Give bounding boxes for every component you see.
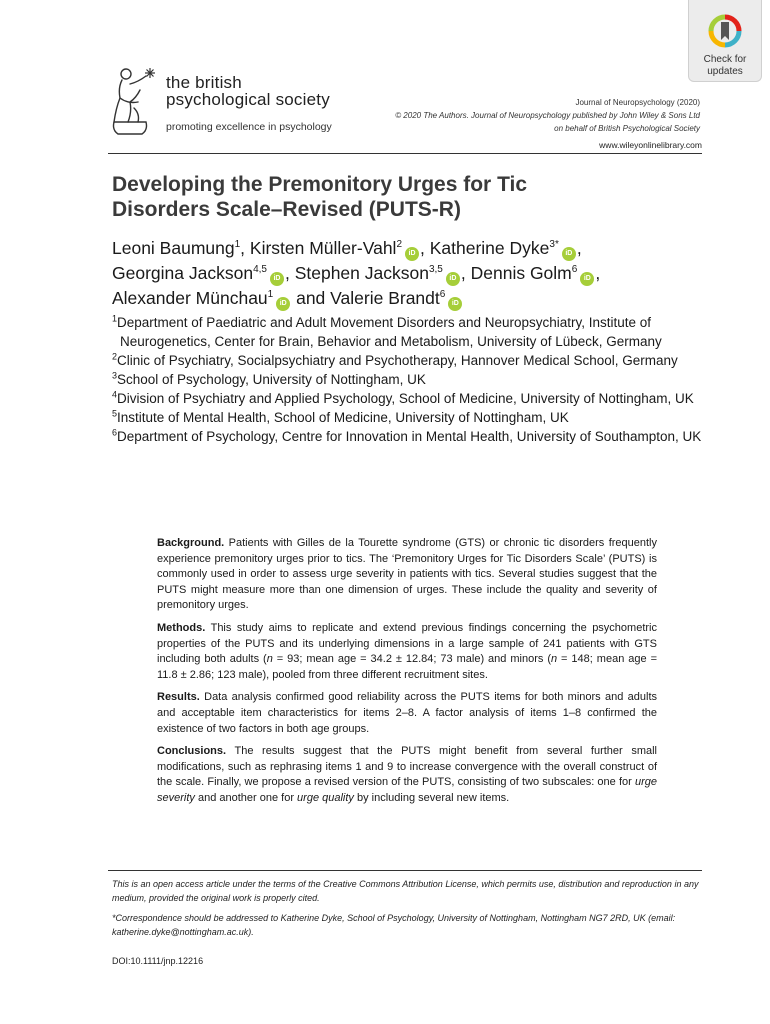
author-affiliation-sup: 3,5 <box>428 264 443 276</box>
article-title <box>112 172 672 222</box>
orcid-icon[interactable]: iD <box>562 247 576 261</box>
conclusions-em2: urge quality <box>297 791 354 804</box>
copyright-line1: © 2020 The Authors. Journal of Neuropsychology published by John Wiley & Sons Ltd <box>395 111 700 120</box>
copyright-line2: on behalf of British Psychological Society <box>554 124 700 133</box>
methods-n1: n <box>266 653 273 666</box>
society-name-line2: psychological society <box>166 90 330 109</box>
title-line1: Developing the Premonitory Urges for Tic <box>112 173 528 196</box>
conclusions-em1: urge severity <box>157 776 657 804</box>
author-separator: and <box>291 288 331 308</box>
check-for-updates-badge[interactable] <box>688 0 762 82</box>
methods-heading: Methods. <box>157 621 206 634</box>
abstract-conclusions <box>157 744 657 806</box>
abstract-results <box>157 690 657 737</box>
orcid-icon[interactable]: iD <box>446 272 460 286</box>
author-affiliation-sup: 4,5 <box>253 264 267 276</box>
affiliation-list <box>112 313 712 446</box>
affiliation-item <box>112 389 712 408</box>
author-name: Alexander Münchau <box>112 288 268 308</box>
affiliation-text: Division of Psychiatry and Applied Psychology, School of Medicine, University of Nottingham, UK <box>117 391 694 406</box>
journal-info <box>395 96 700 135</box>
affiliation-number: 1 <box>112 313 118 324</box>
methods-n2: n <box>550 653 558 666</box>
results-heading: Results. <box>157 691 200 704</box>
crossmark-icon <box>708 14 742 48</box>
author-separator: , <box>576 238 582 258</box>
society-name <box>166 74 330 108</box>
results-text: Data analysis confirmed good reliability across the PUTS items for both minors and adults and acceptable item characteristics for items 2–8. A factor analysis of items 1–8 confirmed the existence of two factors in both age groups. <box>157 691 658 735</box>
affiliation-number: 5 <box>112 408 118 419</box>
orcid-icon[interactable]: iD <box>580 272 594 286</box>
author-separator: , <box>460 263 471 283</box>
journal-url-link[interactable]: www.wileyonlinelibrary.com <box>599 140 702 150</box>
affiliation-item <box>112 313 712 351</box>
license-note: This is an open access article under the terms of the Creative Commons Attribution License, which permits use, distribution and reproduction in any medium, provided the original work is properly cited. <box>112 879 699 903</box>
author-separator: , <box>240 238 250 258</box>
author-name: Dennis Golm <box>470 263 572 283</box>
author-name: Leoni Baumung <box>112 238 235 258</box>
orcid-icon[interactable]: iD <box>276 297 290 311</box>
society-tagline: promoting excellence in psychology <box>166 121 332 133</box>
badge-line2: updates <box>707 66 743 77</box>
orcid-icon[interactable]: iD <box>405 247 419 261</box>
orcid-icon[interactable]: iD <box>270 272 284 286</box>
correspondence-note: *Correspondence should be addressed to Katherine Dyke, School of Psychology, University of Nottingham, Nottingham NG7 2RD, UK (email: katherine.dyke@nottingham.ac.uk). <box>112 913 676 937</box>
affiliation-item <box>112 351 712 370</box>
abstract-background <box>157 536 657 614</box>
conclusions-text-b: and another one for <box>194 791 298 804</box>
author-name: Valerie Brandt <box>330 288 440 308</box>
affiliation-text: School of Psychology, University of Nottingham, UK <box>117 372 426 387</box>
conclusions-text-c: by including several new items. <box>353 791 510 804</box>
footnotes <box>112 878 704 946</box>
affiliation-text: Clinic of Psychiatry, Socialpsychiatry and Psychotherapy, Hannover Medical School, Germany <box>117 353 678 368</box>
footer-divider <box>108 870 702 871</box>
author-affiliation-sup: 6 <box>571 264 578 276</box>
doi-link[interactable]: DOI:10.1111/jnp.12216 <box>112 956 204 966</box>
affiliation-item <box>112 408 712 427</box>
author-separator: , <box>595 263 601 283</box>
abstract-methods <box>157 621 657 683</box>
society-name-line1: the british <box>166 73 242 92</box>
author-separator: , <box>420 238 430 258</box>
author-name: Georgina Jackson <box>112 263 254 283</box>
affiliation-item <box>112 427 712 446</box>
affiliation-number: 3 <box>112 370 118 381</box>
bps-logo-icon <box>108 64 160 143</box>
author-name: Stephen Jackson <box>294 263 429 283</box>
affiliation-number: 4 <box>112 389 118 400</box>
author-name: Katherine Dyke <box>429 238 550 258</box>
affiliation-item <box>112 370 712 389</box>
author-separator: , <box>284 263 295 283</box>
author-affiliation-sup: 1 <box>267 289 274 301</box>
methods-text-a: This study aims to replicate and extend previous findings concerning the psychometric properties of the PUTS and its underlying dimensions in a large sample of 241 patients with GTS including both adults ( <box>157 621 657 666</box>
methods-text-c: = 148; mean age = 11.8 ± 2.86; 123 male), pooled from three different recruitment sites. <box>157 653 657 681</box>
conclusions-heading: Conclusions. <box>157 745 227 758</box>
affiliation-text: Department of Psychology, Centre for Innovation in Mental Health, University of Southampton, UK <box>117 429 702 444</box>
badge-line1: Check for <box>703 54 747 65</box>
title-line2: Disorders Scale–Revised (PUTS-R) <box>112 198 461 221</box>
journal-citation: Journal of Neuropsychology (2020) <box>575 98 700 107</box>
author-affiliation-sup: 3* <box>549 239 559 251</box>
methods-text-b: = 93; mean age = 34.2 ± 12.84; 73 male) and minors ( <box>272 653 551 666</box>
background-text: Patients with Gilles de la Tourette syndrome (GTS) or chronic tic disorders frequently experience premonitory urges prior to tics. The ‘Premonitory Urges for Tic Disorders Scale’ (PUTS) is commonly used in order to assess urge severity in patients with tics. Several studies suggest that the PUTS might measure more than one dimension of urges. These include the quality and severity of premonitory urges. <box>157 537 657 612</box>
background-heading: Background. <box>157 537 225 549</box>
affiliation-number: 6 <box>112 427 118 438</box>
orcid-icon[interactable]: iD <box>448 297 462 311</box>
author-affiliation-sup: 2 <box>396 239 402 251</box>
affiliation-text: Institute of Mental Health, School of Medicine, University of Nottingham, UK <box>117 410 569 425</box>
author-name: Kirsten Müller-Vahl <box>249 238 397 258</box>
affiliation-number: 2 <box>112 351 118 362</box>
affiliation-text: Department of Paediatric and Adult Movement Disorders and Neuropsychiatry, Institute of Neurogenetics, Center for Brain, Behavior and Metabolism, University of Lübeck, Germany <box>117 315 662 349</box>
conclusions-text-a: The results suggest that the PUTS might benefit from several further small modifications, such as rephrasing items 1 and 9 to increase convergence with the overall construct of the scale. Finally, we propose a revised version of the PUTS, consisting of two subscales: one for <box>157 745 657 789</box>
header-divider <box>108 153 702 154</box>
author-list <box>112 236 702 311</box>
author-affiliation-sup: 6 <box>439 289 446 301</box>
author-affiliation-sup: 1 <box>234 239 241 251</box>
abstract <box>157 536 657 814</box>
